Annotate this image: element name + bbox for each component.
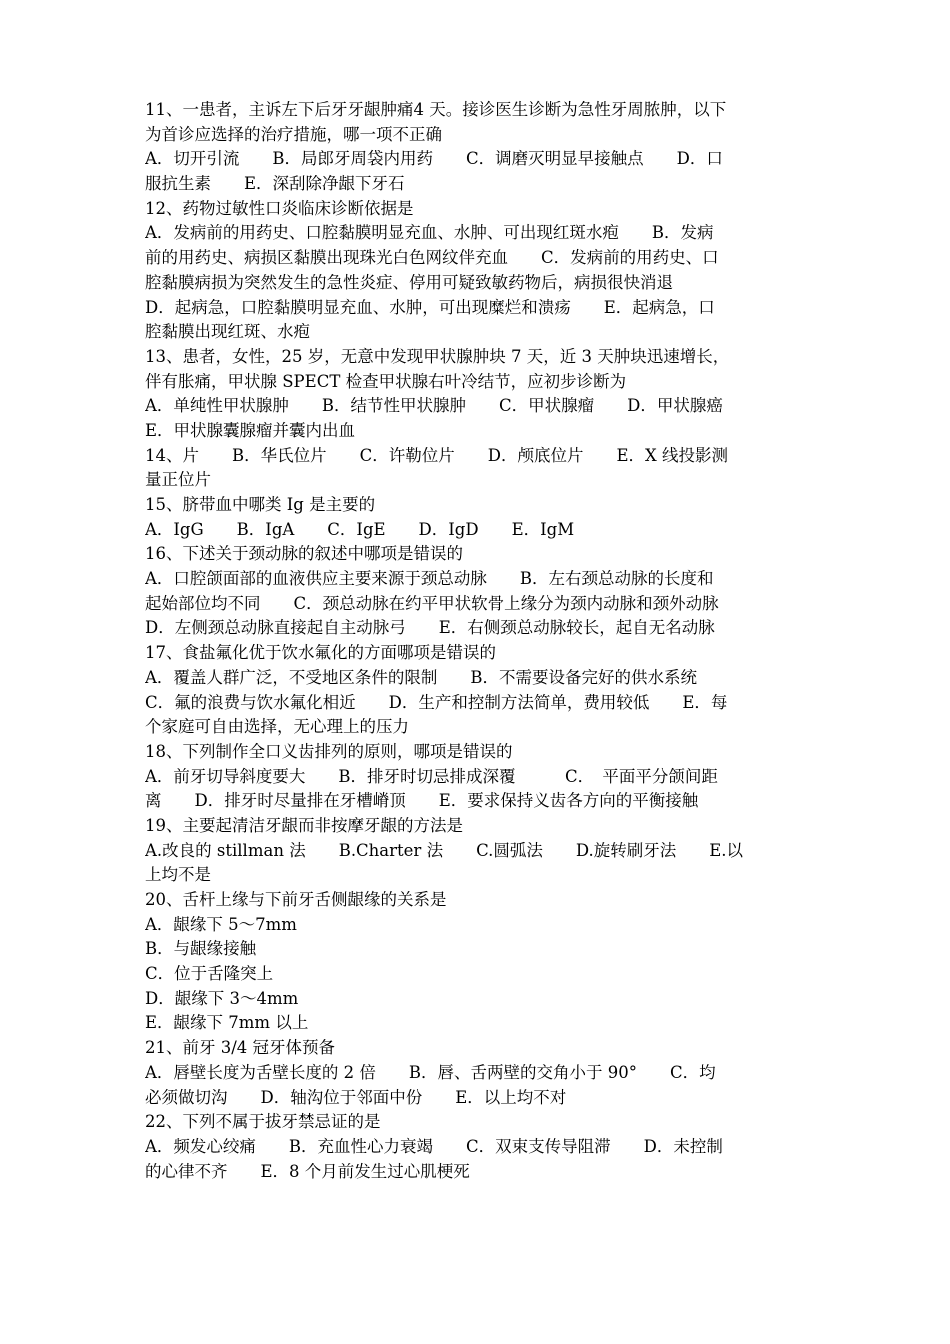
text-line: 服抗生素 E．深刮除净龈下牙石 (145, 174, 405, 194)
text-line: A．IgG B．IgA C．IgE D．IgD E．IgM (145, 519, 575, 539)
text-line: 18、下列制作全口义齿排列的原则，哪项是错误的 (145, 741, 513, 761)
text-line: 17、食盐氟化优于饮水氟化的方面哪项是错误的 (145, 643, 496, 663)
text-line: A．龈缘下 5～7mm (145, 914, 297, 934)
text-line: A．发病前的用药史、口腔黏膜明显充血、水肿、可出现红斑水疱 B．发病 (145, 223, 714, 243)
text-line: A．频发心绞痛 B．充血性心力衰竭 C．双束支传导阻滞 D．未控制 (145, 1136, 723, 1156)
text-line: A．切开引流 B．局郎牙周袋内用药 C．调磨灭明显早接触点 D．口 (145, 149, 723, 169)
text-line: A．前牙切导斜度要大 B．排牙时切忌排成深覆 C． 平面平分颌间距 (145, 766, 718, 786)
text-line: D．起病急，口腔黏膜明显充血、水肿，可出现糜烂和溃疡 E．起病急，口 (145, 297, 715, 317)
text-line: 上均不是 (145, 865, 211, 885)
text-line: D．左侧颈总动脉直接起自主动脉弓 E．右侧颈总动脉较长，起自无名动脉 (145, 618, 715, 638)
text-line: 必须做切沟 D．轴沟位于邻面中份 E．以上均不对 (145, 1087, 567, 1107)
text-line: 腔黏膜出现红斑、水疱 (145, 322, 310, 342)
text-line: A．唇壁长度为舌壁长度的 2 倍 B．唇、舌两壁的交角小于 90° C．均 (145, 1062, 716, 1082)
text-line: 伴有胀痛，甲状腺 SPECT 检查甲状腺右叶冷结节，应初步诊断为 (145, 371, 627, 391)
text-line: 量正位片 (145, 470, 211, 490)
text-line: 20、舌杆上缘与下前牙舌侧龈缘的关系是 (145, 890, 447, 909)
text-line: 15、脐带血中哪类 Ig 是主要的 (145, 495, 376, 514)
text-line: 21、前牙 3/4 冠牙体预备 (145, 1038, 336, 1058)
text-line: 14、片 B．华氏位片 C．许勒位片 D．颅底位片 E．X 线投影测 (145, 445, 729, 465)
text-line: 19、主要起清洁牙龈而非按摩牙龈的方法是 (145, 815, 463, 835)
text-line: 离 D．排牙时尽量排在牙槽嵴顶 E．要求保持义齿各方向的平衡接触 (145, 791, 699, 811)
text-line: 16、下述关于颈动脉的叙述中哪项是错误的 (145, 544, 463, 564)
text-line: 前的用药史、病损区黏膜出现珠光白色网纹伴充血 C．发病前的用药史、口 (145, 248, 719, 268)
text-line: 起始部位均不同 C．颈总动脉在约平甲状软骨上缘分为颈内动脉和颈外动脉 (145, 593, 719, 613)
text-line: A．覆盖人群广泛，不受地区条件的限制 B．不需要设备完好的供水系统 (145, 667, 698, 687)
text-line: C．氟的浪费与饮水氟化相近 D．生产和控制方法简单，费用较低 E．每 (145, 692, 728, 712)
text-line: 22、下列不属于拔牙禁忌证的是 (145, 1112, 381, 1132)
text-line: A．单纯性甲状腺肿 B．结节性甲状腺肿 C．甲状腺瘤 D．甲状腺癌 (145, 396, 723, 416)
text-line: 的心律不齐 E．8 个月前发生过心肌梗死 (145, 1161, 470, 1181)
text-line: 13、患者，女性，25 岁，无意中发现甲状腺肿块 7 天，近 3 天肿块迅速增长， (145, 346, 730, 366)
text-line: A.改良的 stillman 法 B.Charter 法 C.圆弧法 D.旋转刷牙法 E.以 (145, 840, 744, 860)
text-line: A．口腔颌面部的血液供应主要来源于颈总动脉 B．左右颈总动脉的长度和 (145, 569, 714, 589)
text-line: B．与龈缘接触 (145, 939, 257, 959)
text-line: 个家庭可自由选择，无心理上的压力 (145, 717, 409, 737)
text-line: 为首诊应选择的治疗措施，哪一项不正确 (145, 124, 442, 144)
text-line: D．龈缘下 3～4mm (145, 988, 299, 1008)
text-line: C．位于舌隆突上 (145, 964, 274, 984)
text-line: 11、一患者，主诉左下后牙牙龈肿痛4 天。接诊医生诊断为急性牙周脓肿，以下 (145, 100, 727, 119)
text-line: E．甲状腺囊腺瘤并囊内出血 (145, 420, 356, 440)
text-line: 腔黏膜病损为突然发生的急性炎症、停用可疑致敏药物后，病损很快消退 (145, 272, 673, 292)
text-line: 12、药物过敏性口炎临床诊断依据是 (145, 198, 414, 218)
document-body (145, 98, 809, 1184)
text-line: E．龈缘下 7mm 以上 (145, 1013, 309, 1033)
